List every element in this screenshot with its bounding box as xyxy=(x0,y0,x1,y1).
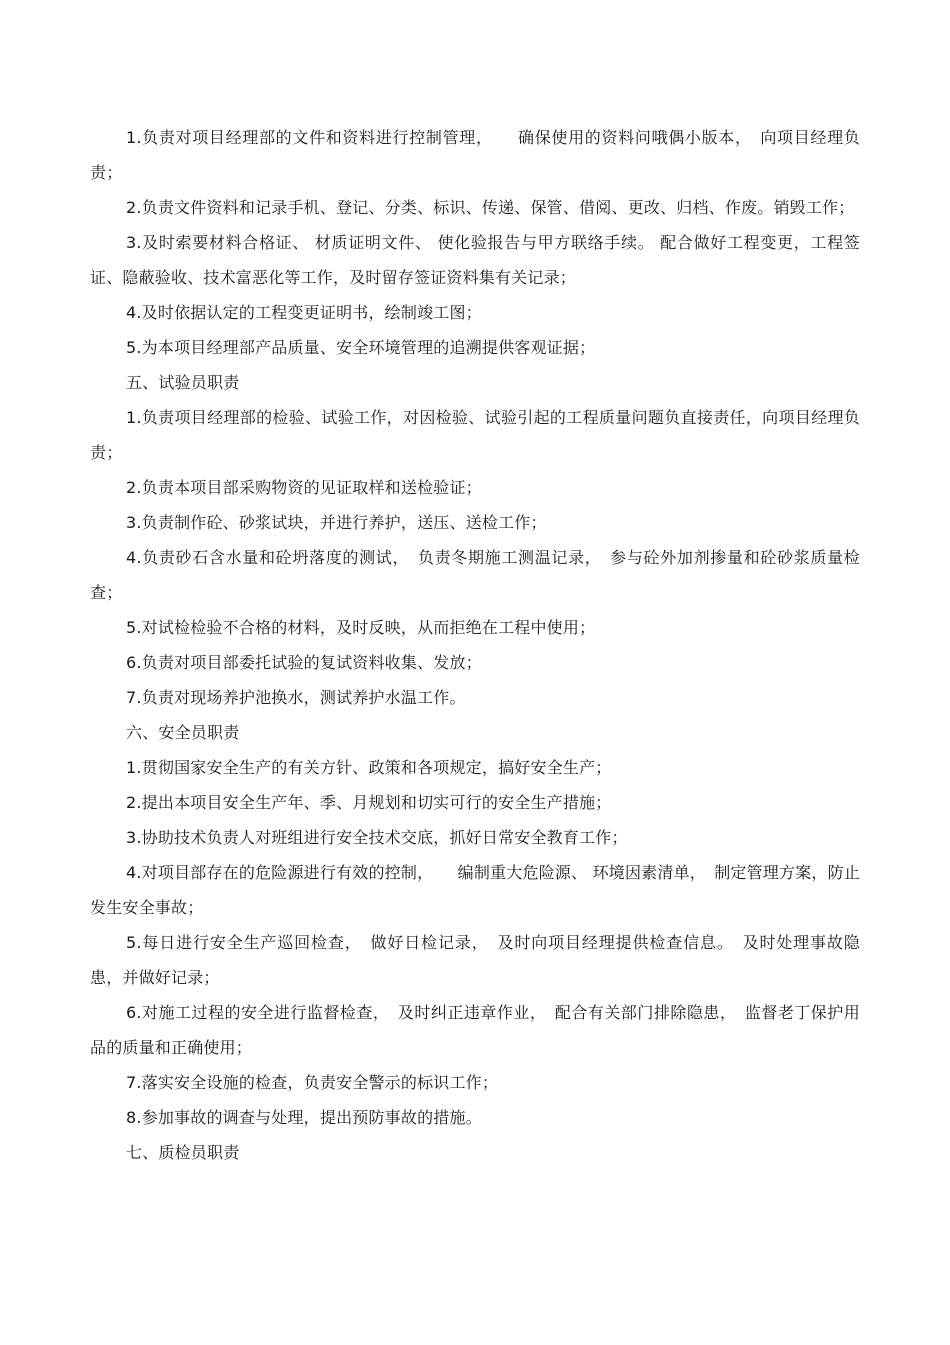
paragraph: 2.负责本项目部采购物资的见证取样和送检验证； xyxy=(126,478,482,497)
paragraph: 4.负责砂石含水量和砼坍落度的测试， 负责冬期施工测温记录， 参与砼外加剂掺量和砼砂浆质量检查； xyxy=(90,548,860,602)
section-heading: 六、安全员职责 xyxy=(126,723,240,742)
paragraph: 1.负责项目经理部的检验、试验工作，对因检验、试验引起的工程质量问题负直接责任，向项目经理负责； xyxy=(90,408,860,462)
paragraph: 3.协助技术负责人对班组进行安全技术交底，抓好日常安全教育工作； xyxy=(126,828,628,847)
paragraph: 1.贯彻国家安全生产的有关方针、政策和各项规定，搞好安全生产； xyxy=(126,758,612,777)
paragraph: 8.参加事故的调查与处理，提出预防事故的措施。 xyxy=(126,1108,482,1127)
paragraph: 5.为本项目经理部产品质量、安全环境管理的追溯提供客观证据； xyxy=(126,338,596,357)
paragraph: 5.每日进行安全生产巡回检查， 做好日检记录， 及时向项目经理提供检查信息。 及时处理事故隐患，并做好记录； xyxy=(90,933,860,987)
paragraph: 5.对试检检验不合格的材料，及时反映，从而拒绝在工程中使用； xyxy=(126,618,596,637)
document-body xyxy=(90,120,860,1170)
section-heading: 七、质检员职责 xyxy=(126,1143,240,1162)
section-heading: 五、试验员职责 xyxy=(126,373,240,392)
paragraph: 6.负责对项目部委托试验的复试资料收集、发放； xyxy=(126,653,482,672)
paragraph: 7.负责对现场养护池换水，测试养护水温工作。 xyxy=(126,688,466,707)
paragraph: 6.对施工过程的安全进行监督检查， 及时纠正违章作业， 配合有关部门排除隐患， 监督老丁保护用品的质量和正确使用； xyxy=(90,1003,860,1057)
paragraph: 3.负责制作砼、砂浆试块，并进行养护，送压、送检工作； xyxy=(126,513,547,532)
paragraph: 4.对项目部存在的危险源进行有效的控制， 编制重大危险源、 环境因素清单， 制定管理方案，防止发生安全事故； xyxy=(90,863,860,917)
paragraph: 3.及时索要材料合格证、 材质证明文件、 使化验报告与甲方联络手续。 配合做好工程变更，工程签证、隐蔽验收、技术富恶化等工作，及时留存签证资料集有关记录； xyxy=(90,233,860,287)
paragraph: 4.及时依据认定的工程变更证明书，绘制竣工图； xyxy=(126,303,482,322)
paragraph: 2.负责文件资料和记录手机、登记、分类、标识、传递、保管、借阅、更改、归档、作废。销毁工作； xyxy=(126,198,855,217)
paragraph: 7.落实安全设施的检查，负责安全警示的标识工作； xyxy=(126,1073,499,1092)
paragraph: 1.负责对项目经理部的文件和资料进行控制管理， 确保使用的资料问哦偶小版本， 向项目经理负责； xyxy=(90,128,860,182)
paragraph: 2.提出本项目安全生产年、季、月规划和切实可行的安全生产措施； xyxy=(126,793,612,812)
